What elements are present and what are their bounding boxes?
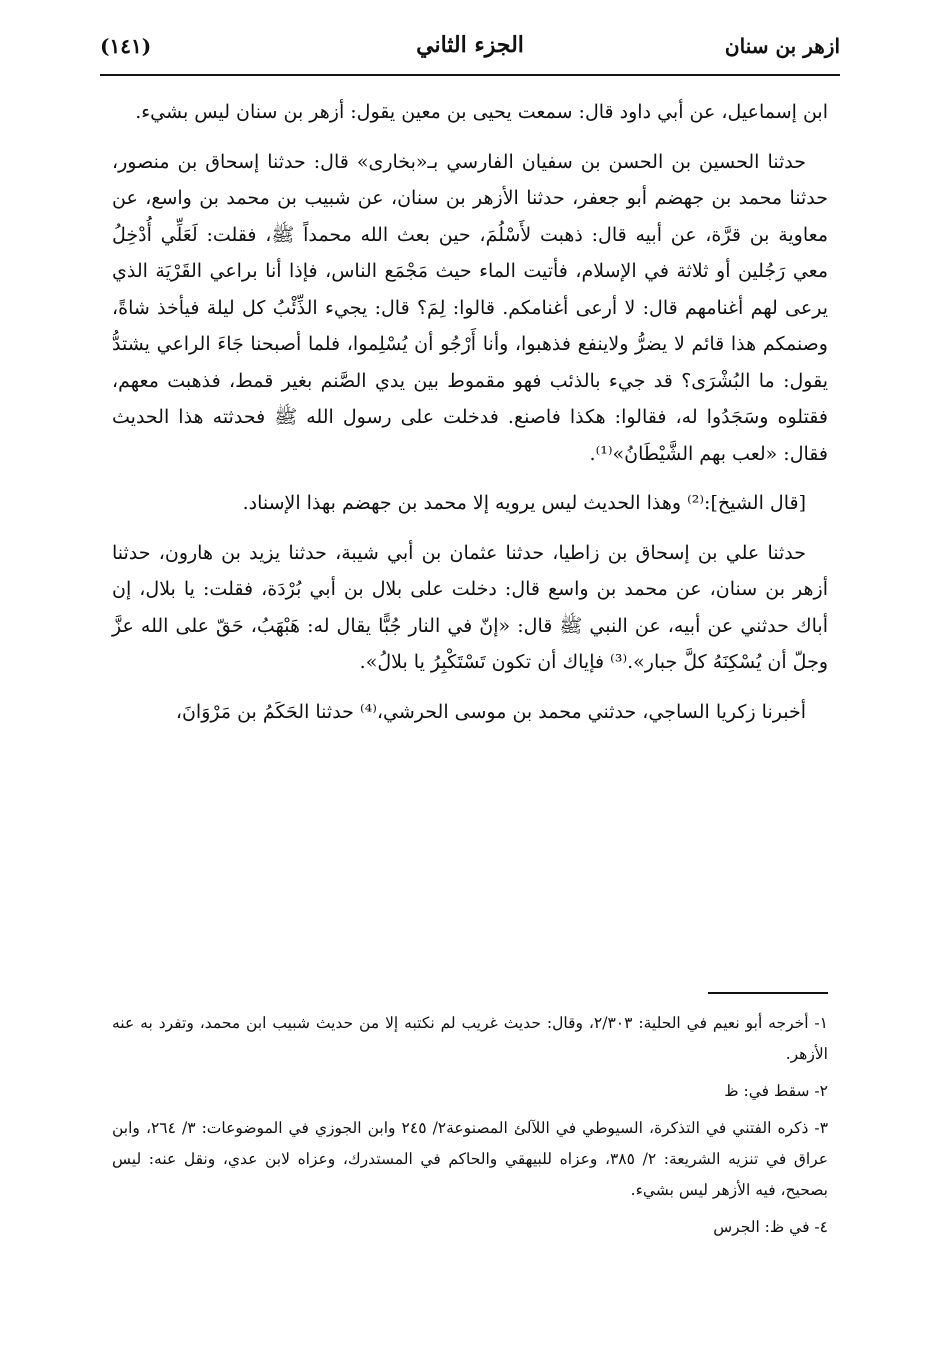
footnote-2: ٢- سقط في: ظ	[724, 1082, 828, 1100]
footnote-separator	[708, 992, 828, 994]
page-number: (١٤١)	[100, 34, 152, 58]
page-header	[100, 30, 840, 70]
paragraph-3: [قال الشيخ]:⁽²⁾ وهذا الحديث ليس يرويه إلا محمد بن جهضم بهذا الإسناد.	[242, 492, 806, 514]
footnote-1: ١- أخرجه أبو نعيم في الحلية: ٢/٣٠٣، وقال: حديث غريب لم نكتبه إلا من حديث شبيب ابن محمد، وتفرد به عنه الأزهر.	[112, 1014, 828, 1063]
paragraph-1: ابن إسماعيل، عن أبي داود قال: سمعت يحيى بن معين يقول: أزهر بن سنان ليس بشيء.	[135, 101, 828, 123]
paragraph-5: أخبرنا زكريا الساجي، حدثني محمد بن موسى الحرشي،⁽⁴⁾ حدثنا الحَكَمُ بن مَرْوَانَ،	[175, 700, 806, 723]
running-title: ازهر بن سنان	[724, 34, 840, 58]
paragraph-2: حدثنا الحسين بن الحسن بن سفيان الفارسي بـ«بخارى» قال: حدثنا إسحاق بن منصور، حدثنا محمد بن جهضم أبو جعفر، حدثنا الأزهر بن سنان، عن شبيب بن محمد بن واسع، عن معاوية بن قرَّة، عن أبيه قال: ذهبت لأَسْلُمَ، حين بعث الله محمداً ﷺ، فقلت: لَعَلِّي أُدْخِلُ معي رَجُلين أو ثلاثة في الإسلام، فأتيت الماء حيث مَجْمَع الناس، فإذا أنا براعي القَرْيَة الذي يرعى لهم أغنامهم قال: لا أرعى أغنامكم. قالوا: لِمَ؟ قال: يجيء الذِّئْبُ كل ليلة فيأخذ شاةً، وصنمكم هذا قائم لا يضرُّ ولاينفع فذهبوا، وأنا أَرْجُو أن يُسْلِموا، فلما أصبحنا جَاءَ الراعي يشتدُّ يقول: ما البُشْرَى؟ قد جيء بالذئب فهو مقموط بين يدي الصَّنم بغير قمط، فذهبت معهم، فقتلوه وسَجَدُوا له، فقالوا: هكذا فاصنع. فدخلت على رسول الله ﷺ فحدثته هذا الحديث فقال: «لعب بهم الشَّيْطَانُ»⁽¹⁾.	[112, 150, 828, 465]
footnote-4: ٤- في ظ: الجرس	[713, 1218, 828, 1236]
paragraph-4: حدثنا علي بن إسحاق بن زاطيا، حدثنا عثمان بن أبي شيبة، حدثنا يزيد بن هارون، حدثنا أزهر بن سنان، عن محمد بن واسع قال: دخلت على بلال بن أبي بُرْدَة، فقلت: يا بلال، إن أباك حدثني عن أبيه، عن النبي ﷺ قال: «إنّ في النار جُبًّا يقال له: هَبْهَبُ، حَقّ على الله عزَّ وجلّ أن يُسْكِنَهُ كلَّ جبار».⁽³⁾ فإياك أن تكون تَسْتَكْبِرُ يا بلالُ».	[112, 541, 828, 673]
footnotes	[112, 1008, 828, 1249]
main-text	[112, 94, 828, 743]
footnote-3: ٣- ذكره الفتني في التذكرة، السيوطي في اللآلئ المصنوعة٢/ ٢٤٥ وابن الجوزي في الموضوعات: ٣/ ٢٦٤، وابن عراق في تنزيه الشريعة: ٢/ ٣٨٥، وعزاه للبيهقي والحاكم في المستدرك، وعزاه لابن عدي، ونقل عنه: ليس بصحيح، فيه الأزهر ليس بشيء.	[112, 1119, 829, 1199]
header-rule	[100, 74, 840, 76]
part-title: الجزء الثاني	[416, 32, 524, 58]
